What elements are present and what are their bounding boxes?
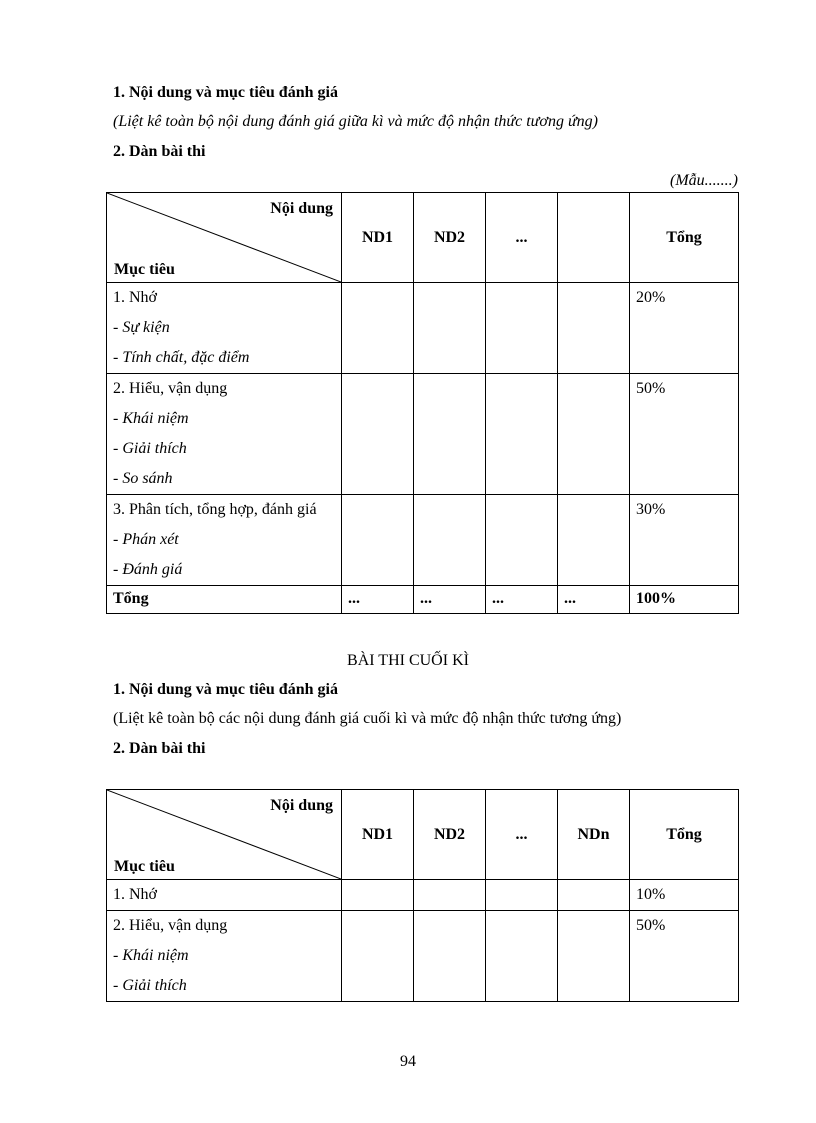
page-number: 94 <box>400 1053 416 1070</box>
corner-top-label: Nội dung <box>270 200 333 217</box>
table-row <box>107 911 739 1002</box>
footer-label: Tổng <box>107 586 342 614</box>
row-item: - Giải thích <box>113 440 187 457</box>
footer-cell: ... <box>342 586 414 614</box>
corner-bottom-label: Mục tiêu <box>114 261 175 278</box>
column-header: ND2 <box>414 193 486 283</box>
midterm-corner-cell <box>107 193 342 283</box>
empty-cell <box>486 374 558 495</box>
row-item: - Phán xét <box>113 531 179 548</box>
column-header <box>558 193 630 283</box>
column-header: Tổng <box>630 193 739 283</box>
row-title: 1. Nhớ <box>113 886 158 903</box>
column-header: ND2 <box>414 790 486 880</box>
empty-cell <box>486 911 558 1002</box>
empty-cell <box>342 911 414 1002</box>
corner-top-label: Nội dung <box>270 797 333 814</box>
final-section2-heading: 2. Dàn bài thi <box>113 740 206 757</box>
row-total: 10% <box>630 880 739 911</box>
row-total: 30% <box>630 495 739 586</box>
footer-cell: ... <box>558 586 630 614</box>
column-header: NDn <box>558 790 630 880</box>
empty-cell <box>486 880 558 911</box>
empty-cell <box>558 283 630 374</box>
empty-cell <box>558 374 630 495</box>
final-exam-title: BÀI THI CUỐI KÌ <box>347 652 469 669</box>
final-section1-heading: 1. Nội dung và mục tiêu đánh giá <box>113 681 338 698</box>
footer-total: 100% <box>630 586 739 614</box>
row-label-cell <box>107 374 342 495</box>
template-label: (Mẫu.......) <box>670 172 738 189</box>
footer-cell: ... <box>486 586 558 614</box>
row-item: - Sự kiện <box>113 319 170 336</box>
row-label-cell <box>107 495 342 586</box>
row-item: - So sánh <box>113 470 173 487</box>
final-header-row <box>107 790 739 880</box>
empty-cell <box>558 880 630 911</box>
footer-cell: ... <box>414 586 486 614</box>
empty-cell <box>414 283 486 374</box>
row-item: - Khái niệm <box>113 947 189 964</box>
final-table <box>106 789 739 1002</box>
empty-cell <box>486 283 558 374</box>
row-title: 2. Hiểu, vận dụng <box>113 380 228 397</box>
footer-row <box>107 586 739 614</box>
empty-cell <box>414 911 486 1002</box>
empty-cell <box>342 283 414 374</box>
empty-cell <box>558 911 630 1002</box>
midterm-header-row <box>107 193 739 283</box>
row-total: 50% <box>630 911 739 1002</box>
final-corner-cell <box>107 790 342 880</box>
empty-cell <box>414 880 486 911</box>
row-item: - Khái niệm <box>113 410 189 427</box>
empty-cell <box>342 880 414 911</box>
table-row <box>107 880 739 911</box>
midterm-section2-heading: 2. Dàn bài thi <box>113 143 206 160</box>
empty-cell <box>558 495 630 586</box>
empty-cell <box>414 495 486 586</box>
table-row <box>107 495 739 586</box>
row-total: 50% <box>630 374 739 495</box>
table-row <box>107 283 739 374</box>
row-item: - Tính chất, đặc điểm <box>113 349 250 366</box>
row-total: 20% <box>630 283 739 374</box>
column-header: ND1 <box>342 193 414 283</box>
table-row <box>107 374 739 495</box>
empty-cell <box>342 374 414 495</box>
empty-cell <box>342 495 414 586</box>
empty-cell <box>414 374 486 495</box>
row-label-cell <box>107 283 342 374</box>
row-title: 2. Hiểu, vận dụng <box>113 917 228 934</box>
row-title: 1. Nhớ <box>113 289 158 306</box>
corner-bottom-label: Mục tiêu <box>114 858 175 875</box>
column-header: ... <box>486 790 558 880</box>
row-label-cell <box>107 880 342 911</box>
final-section1-note: (Liệt kê toàn bộ các nội dung đánh giá cuối kì và mức độ nhận thức tương ứng) <box>113 710 622 727</box>
empty-cell <box>486 495 558 586</box>
midterm-table <box>106 192 739 614</box>
midterm-section1-note: (Liệt kê toàn bộ nội dung đánh giá giữa kì và mức độ nhận thức tương ứng) <box>113 113 598 130</box>
column-header: ND1 <box>342 790 414 880</box>
row-title: 3. Phân tích, tổng hợp, đánh giá <box>113 501 317 518</box>
row-item: - Giải thích <box>113 977 187 994</box>
row-item: - Đánh giá <box>113 561 183 578</box>
column-header: ... <box>486 193 558 283</box>
row-label-cell <box>107 911 342 1002</box>
midterm-section1-heading: 1. Nội dung và mục tiêu đánh giá <box>113 84 338 101</box>
column-header: Tổng <box>630 790 739 880</box>
